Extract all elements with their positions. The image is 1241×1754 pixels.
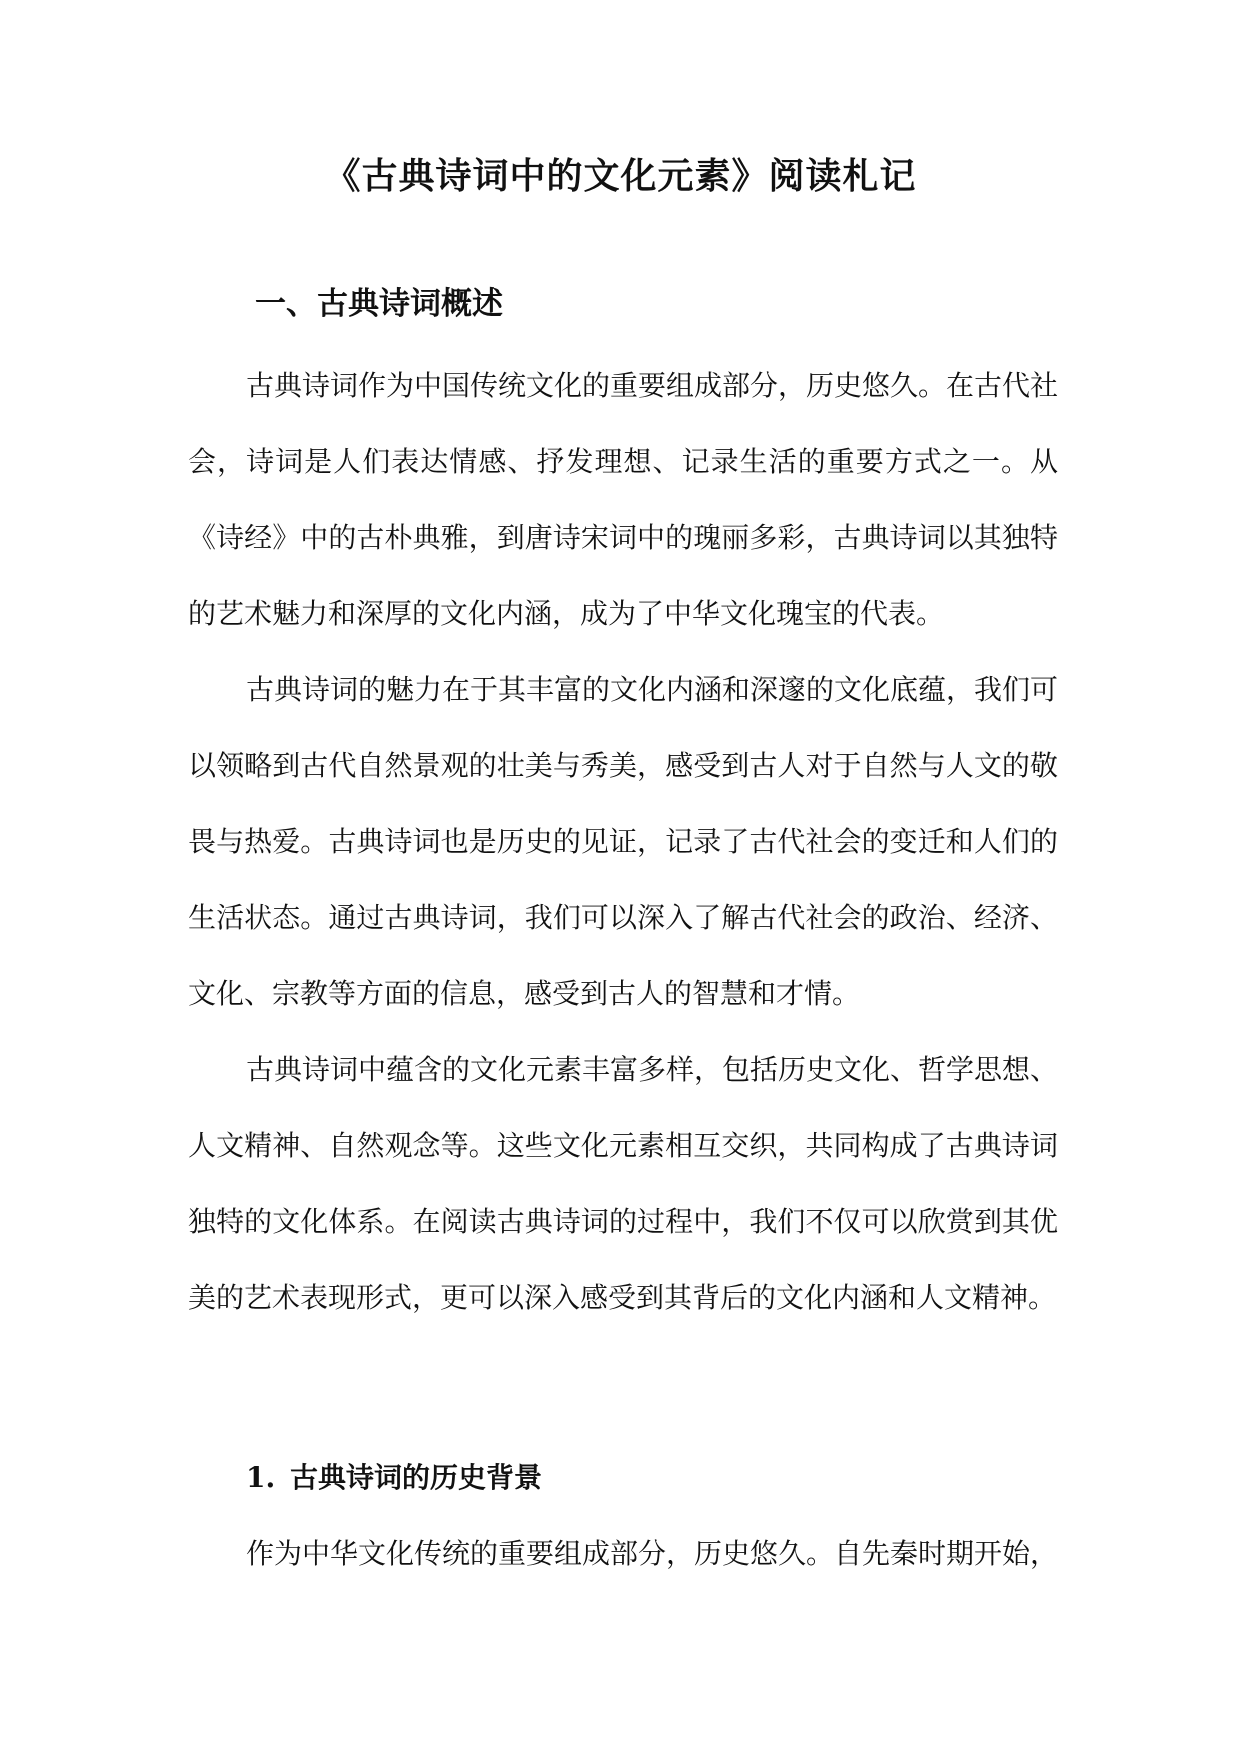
paragraph: 古典诗词的魅力在于其丰富的文化内涵和深邃的文化底蕴，我们可以领略到古代自然景观的壮美与秀美，感受到古人对于自然与人文的敬畏与热爱。古典诗词也是历史的见证，记录了古代社会的变迁和人们的生活状态。通过古典诗词，我们可以深入了解古代社会的政治、经济、文化、宗教等方面的信息，感受到古人的智慧和才情。 <box>188 673 1059 1010</box>
paragraph: 古典诗词作为中国传统文化的重要组成部分，历史悠久。在古代社会，诗词是人们表达情感、抒发理想、记录生活的重要方式之一。从《诗经》中的古朴典雅，到唐诗宋词中的瑰丽多彩，古典诗词以其独特的艺术魅力和深厚的文化内涵，成为了中华文化瑰宝的代表。 <box>188 369 1059 630</box>
document-title: 《古典诗词中的文化元素》阅读札记 <box>324 155 917 197</box>
subsection-number: 1. <box>246 1461 276 1494</box>
subsection-heading <box>246 1458 542 1498</box>
subsection-title: 古典诗词的历史背景 <box>290 1461 543 1494</box>
section-heading: 一、古典诗词概述 <box>255 286 503 322</box>
paragraph: 作为中华文化传统的重要组成部分，历史悠久。自先秦时期开始， <box>246 1537 1059 1570</box>
paragraph: 古典诗词中蕴含的文化元素丰富多样，包括历史文化、哲学思想、人文精神、自然观念等。这些文化元素相互交织，共同构成了古典诗词独特的文化体系。在阅读古典诗词的过程中，我们不仅可以欣赏到其优美的艺术表现形式，更可以深入感受到其背后的文化内涵和人文精神。 <box>188 1053 1059 1314</box>
